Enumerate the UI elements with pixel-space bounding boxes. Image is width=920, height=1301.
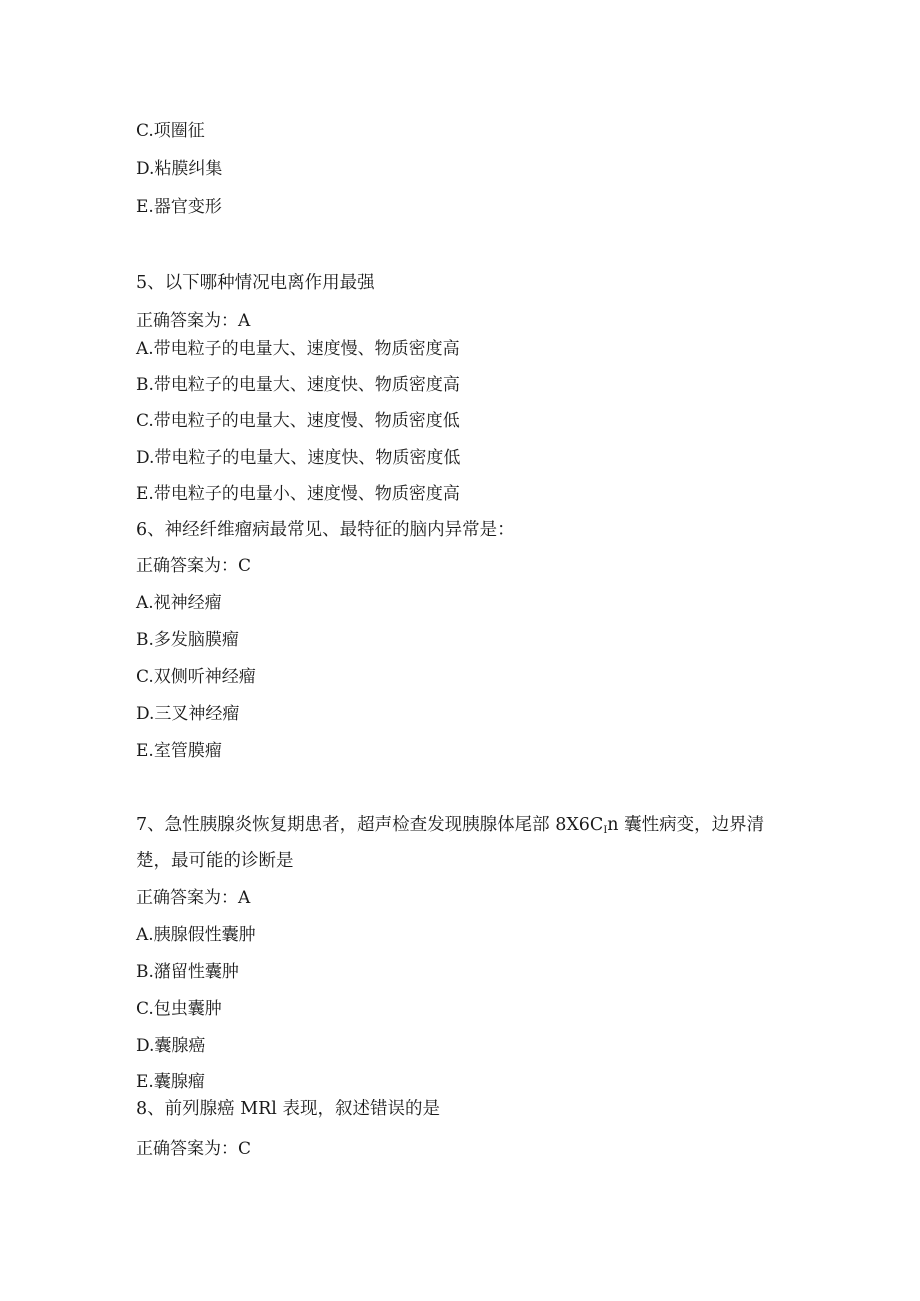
q7-option-b: B.潴留性囊肿 xyxy=(136,962,239,982)
q4-option-d: D.粘膜纠集 xyxy=(136,159,223,179)
q7-question-line1-rest: n 囊性病变，边界清 xyxy=(607,815,765,835)
q5-option-a: A.带电粒子的电量大、速度慢、物质密度高 xyxy=(136,339,460,359)
q5-question: 5、以下哪种情况电离作用最强 xyxy=(136,273,375,293)
q6-option-c: C.双侧听神经瘤 xyxy=(136,667,256,687)
q4-option-e: E.器官变形 xyxy=(136,197,222,217)
q6-question: 6、神经纤维瘤病最常见、最特征的脑内异常是： xyxy=(136,520,515,540)
q5-answer: 正确答案为：A xyxy=(136,311,251,331)
q7-question-line1 xyxy=(136,814,764,842)
q7-question-line2: 楚，最可能的诊断是 xyxy=(136,851,294,871)
q8-question: 8、前列腺癌 MRl 表现，叙述错误的是 xyxy=(136,1099,440,1119)
q6-option-d: D.三叉神经瘤 xyxy=(136,704,240,724)
q6-option-a: A.视神经瘤 xyxy=(136,593,222,613)
q7-answer: 正确答案为：A xyxy=(136,888,251,908)
q4-option-c: C.项圈征 xyxy=(136,121,205,141)
q6-answer: 正确答案为：C xyxy=(136,556,252,576)
q6-option-b: B.多发脑膜瘤 xyxy=(136,630,239,650)
q7-question-subscript: I xyxy=(603,825,608,836)
q8-answer: 正确答案为：C xyxy=(136,1139,252,1159)
q5-option-d: D.带电粒子的电量大、速度快、物质密度低 xyxy=(136,448,461,468)
q7-question-line1-text: 7、急性胰腺炎恢复期患者，超声检查发现胰腺体尾部 8X6C xyxy=(136,815,604,835)
q5-option-c: C.带电粒子的电量大、速度慢、物质密度低 xyxy=(136,411,460,431)
q7-option-d: D.囊腺癌 xyxy=(136,1036,206,1056)
q7-option-e: E.囊腺瘤 xyxy=(136,1072,205,1092)
q5-option-e: E.带电粒子的电量小、速度慢、物质密度高 xyxy=(136,484,460,504)
q7-option-a: A.胰腺假性囊肿 xyxy=(136,925,256,945)
q7-option-c: C.包虫囊肿 xyxy=(136,999,222,1019)
q5-option-b: B.带电粒子的电量大、速度快、物质密度高 xyxy=(136,375,460,395)
q6-option-e: E.室管膜瘤 xyxy=(136,741,222,761)
